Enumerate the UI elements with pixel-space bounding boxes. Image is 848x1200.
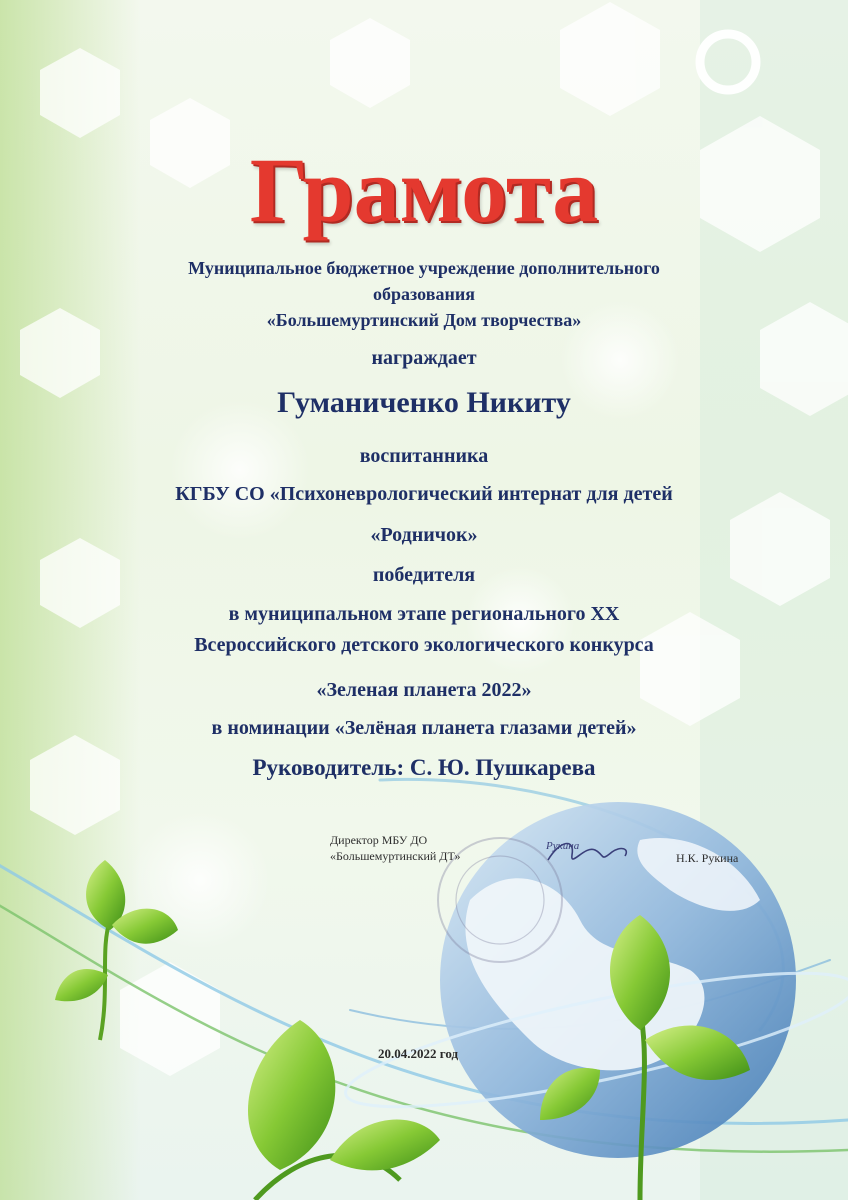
certificate-title: Грамота bbox=[249, 139, 599, 241]
recipient-name: Гуманиченко Никиту bbox=[277, 386, 571, 419]
nomination-text: в номинации «Зелёная планета глазами детей» bbox=[211, 717, 637, 739]
recipient-role: воспитанника bbox=[359, 445, 489, 467]
signature: Рукина bbox=[546, 840, 580, 852]
status-text: победителя bbox=[372, 564, 476, 586]
organization-line-2: образования bbox=[373, 284, 475, 304]
organization-line-3: «Большемуртинский Дом творчества» bbox=[266, 310, 582, 330]
director-name: Н.К. Рукина bbox=[676, 851, 739, 865]
contest-name: «Зеленая планета 2022» bbox=[316, 679, 532, 701]
director-title-line-1: Директор МБУ ДО bbox=[330, 833, 428, 847]
awards-text: награждает bbox=[371, 347, 477, 369]
institution-line-1: КГБУ СО «Психоневрологический интернат для детей bbox=[175, 483, 673, 505]
supervisor-text: Руководитель: С. Ю. Пушкарева bbox=[252, 755, 596, 780]
contest-line-2: Всероссийского детского экологического конкурса bbox=[194, 634, 654, 656]
contest-line-1: в муниципальном этапе регионального XX bbox=[228, 603, 620, 625]
organization-line-1: Муниципальное бюджетное учреждение дополнительного bbox=[188, 258, 660, 278]
award-date: 20.04.2022 год bbox=[378, 1046, 459, 1061]
director-title-line-2: «Большемуртинский ДТ» bbox=[330, 849, 461, 863]
institution-line-2: «Родничок» bbox=[370, 524, 478, 546]
